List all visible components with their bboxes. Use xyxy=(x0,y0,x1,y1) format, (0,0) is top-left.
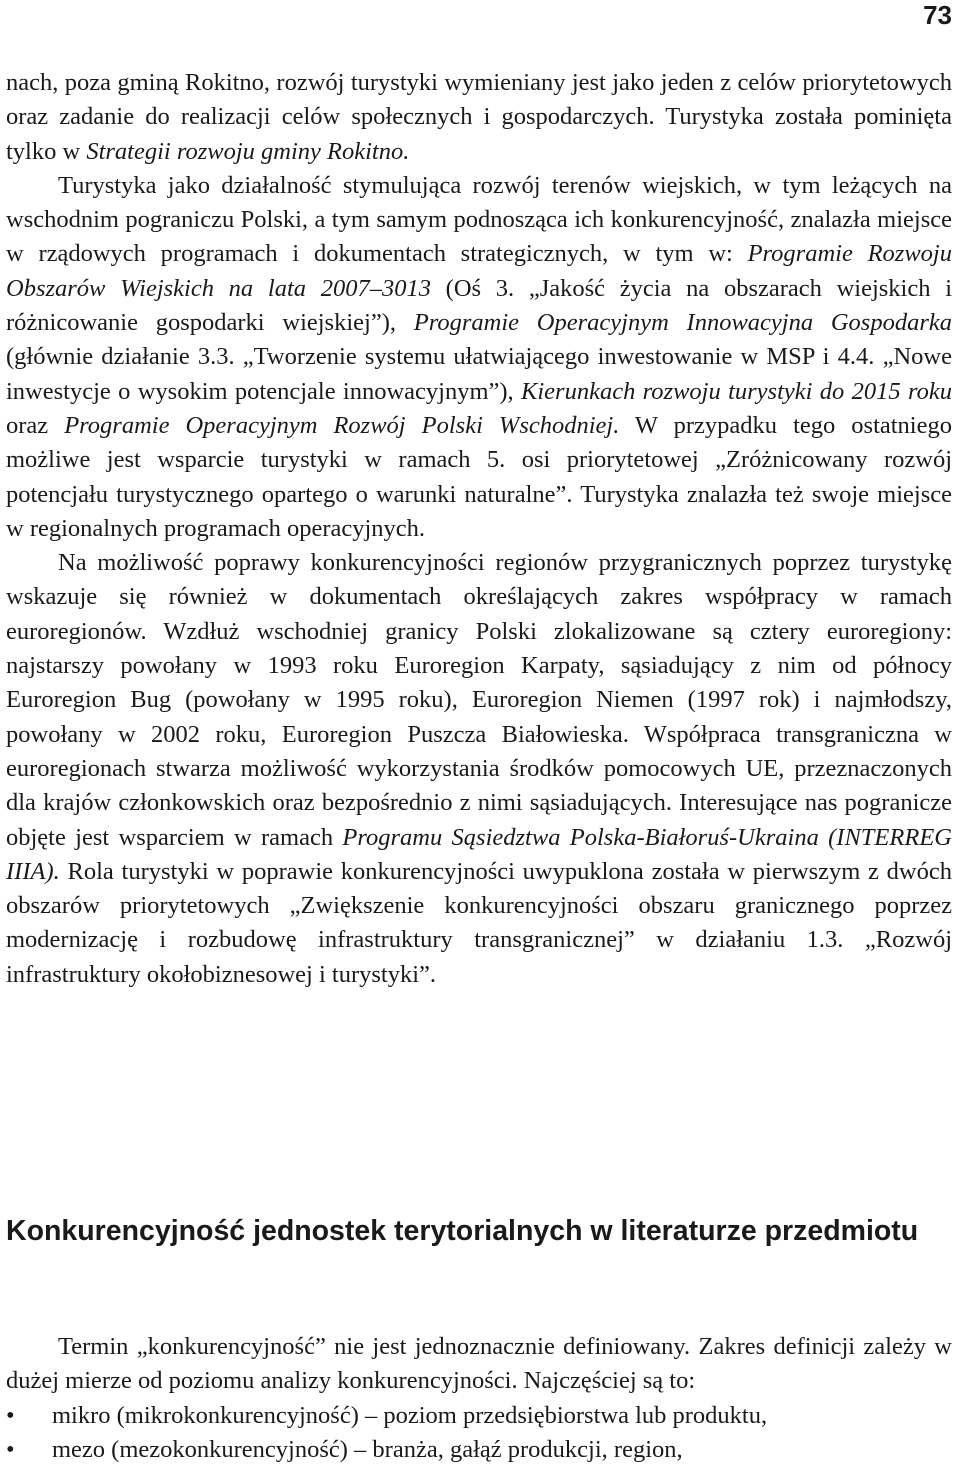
italic-title: Programie Rozwoju Obszarów Wiejskich na lata 2007–3013 xyxy=(6,240,952,302)
italic-title: Kierunkach rozwoju turystyki do 2015 roku xyxy=(521,377,952,405)
main-text xyxy=(6,66,952,992)
italic-title: Programu Sąsiedztwa Polska-Białoruś-Ukraina (INTERREG IIIA). xyxy=(6,823,952,885)
section-heading: Konkurencyjność jednostek terytorialnych w literaturze przedmiotu xyxy=(6,1215,919,1247)
paragraph-4: Termin „konkurencyjność” nie jest jednoznacznie definiowany. Zakres definicji zależy w dużej mierze od poziomu analizy konkurencyjności. Najczęściej są to: xyxy=(6,1333,952,1395)
italic-title: Strategii rozwoju gminy Rokitno. xyxy=(86,137,410,165)
paragraph-2: Turystyka jako działalność stymulująca rozwój terenów wiejskich, w tym leżących na wschodnim pograniczu Polski, a tym samym podnosząca ich konkurencyjność, znalazła miejsce w rządowych programach i dokumentach strategicznych, w tym w: Programie Rozwoju Obszarów Wiejskich na lata 2007–3013 (Oś 3. „Jakość życia na obszarach wiejskich i różnicowanie gospodarki wiejskiej”), Programie Operacyjnym Innowacyjna Gospodarka (głównie działanie 3.3. „Tworzenie systemu ułatwiającego inwestowanie w MSP i 4.4. „Nowe inwestycje o wysokim potencjale innowacyjnym”), Kierunkach rozwoju turystyki do 2015 roku oraz Programie Operacyjnym Rozwój Polski Wschodniej. W przypadku tego ostatniego możliwe jest wsparcie turystyki w ramach 5. osi priorytetowej „Zróżnicowany rozwój potencjału turystycznego opartego o warunki naturalne”. Turystyka znalazła też swoje miejsce w regionalnych programach operacyjnych. xyxy=(6,171,953,542)
paragraph-1: nach, poza gminą Rokitno, rozwój turystyki wymieniany jest jako jeden z celów priorytetowych oraz zadanie do realizacji celów społecznych i gospodarczych. Turystyka została pominięta tylko w Strategii rozwoju gminy Rokitno. xyxy=(6,69,952,165)
list-item: • mezo (mezokonkurencyjność) – branża, gałąź produkcji, region, xyxy=(6,1433,952,1467)
bullet-list xyxy=(6,1399,952,1468)
italic-title: Programie Operacyjnym Innowacyjna Gospodarka xyxy=(413,309,952,337)
page-number: 73 xyxy=(923,0,952,30)
list-item: • mikro (mikrokonkurencyjność) – poziom przedsiębiorstwa lub produktu, xyxy=(6,1399,952,1433)
italic-title: Programie Operacyjnym Rozwój Polski Wschodniej. xyxy=(64,411,620,439)
paragraph-3: Na możliwość poprawy konkurencyjności regionów przygranicznych poprzez turystykę wskazuje się również w dokumentach określających zakres współpracy w ramach euroregionów. Wzdłuż wschodniej granicy Polski zlokalizowane są cztery euroregiony: najstarszy powołany w 1993 roku Euroregion Karpaty, sąsiadujący z nim od północy Euroregion Bug (powołany w 1995 roku), Euroregion Niemen (1997 rok) i najmłodszy, powołany w 2002 roku, Euroregion Puszcza Białowieska. Współpraca transgraniczna w euroregionach stwarza możliwość wykorzystania środków pomocowych UE, przeznaczonych dla krajów członkowskich oraz bezpośrednio z nimi sąsiadujących. Interesujące nas pogranicze objęte jest wsparciem w ramach Programu Sąsiedztwa Polska-Białoruś-Ukraina (INTERREG IIIA). Rola turystyki w poprawie konkurencyjności uwypuklona została w pierwszym z dwóch obszarów priorytetowych „Zwiększenie konkurencyjności obszaru granicznego poprzez modernizację i rozbudowę infrastruktury transgranicznej” w działaniu 1.3. „Rozwój infrastruktury okołobiznesowej i turystyki”. xyxy=(6,549,952,988)
section-text xyxy=(6,1330,952,1467)
